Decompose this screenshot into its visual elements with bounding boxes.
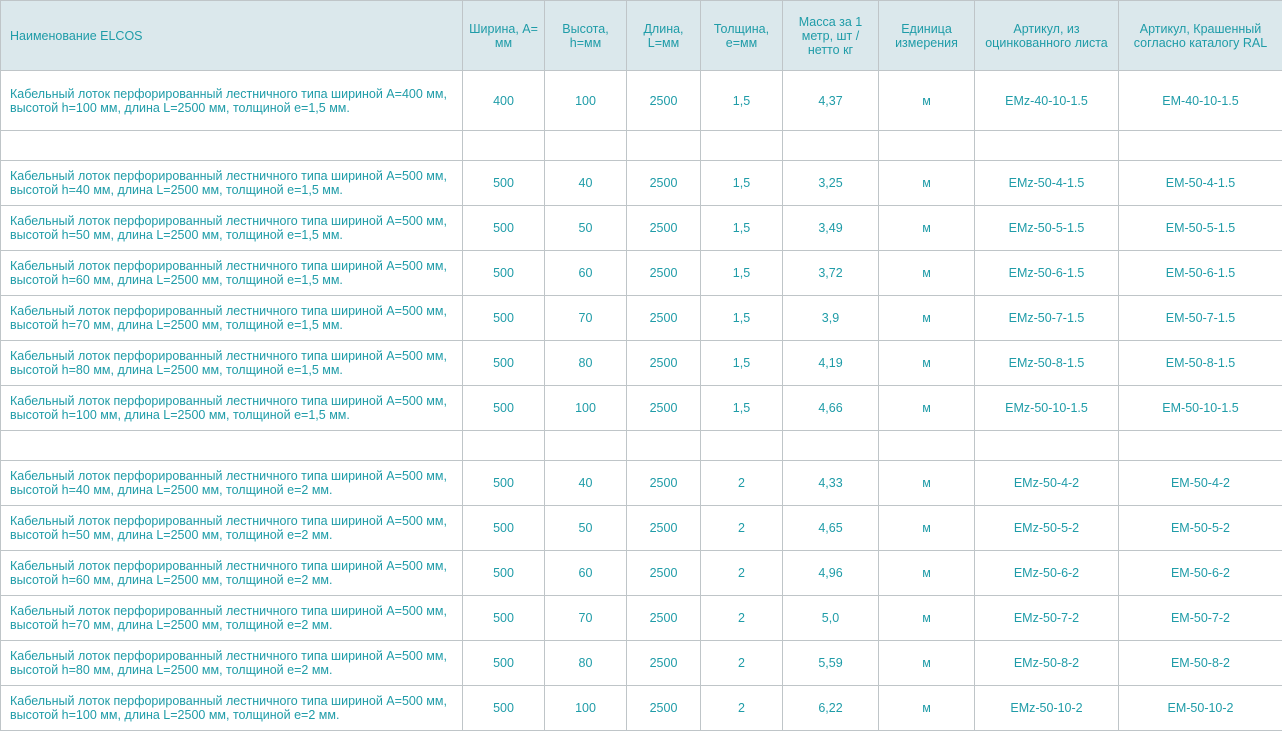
spacer-cell <box>783 431 879 461</box>
cell-width: 500 <box>463 461 545 506</box>
cell-thickness: 1,5 <box>701 206 783 251</box>
header-length: Длина, L=мм <box>627 1 701 71</box>
cell-height: 50 <box>545 206 627 251</box>
cell-article-ral: EM-50-6-1.5 <box>1119 251 1282 296</box>
cell-article-galvanized: EMz-50-7-2 <box>975 596 1119 641</box>
cell-article-ral: EM-50-6-2 <box>1119 551 1282 596</box>
cell-name: Кабельный лоток перфорированный лестничного типа шириной А=500 мм, высотой h=40 мм, длина L=2500 мм, толщиной е=1,5 мм. <box>1 161 463 206</box>
cell-length: 2500 <box>627 686 701 731</box>
spacer-cell <box>1 131 463 161</box>
table-row <box>1 251 1282 296</box>
cell-height: 80 <box>545 641 627 686</box>
cell-width: 500 <box>463 641 545 686</box>
cell-thickness: 2 <box>701 641 783 686</box>
cell-width: 500 <box>463 341 545 386</box>
cell-mass: 4,96 <box>783 551 879 596</box>
cell-height: 70 <box>545 296 627 341</box>
cell-name: Кабельный лоток перфорированный лестничного типа шириной А=500 мм, высотой h=100 мм, длина L=2500 мм, толщиной е=2 мм. <box>1 686 463 731</box>
cell-mass: 3,49 <box>783 206 879 251</box>
cell-mass: 3,9 <box>783 296 879 341</box>
cell-article-ral: EM-50-10-1.5 <box>1119 386 1282 431</box>
cell-thickness: 2 <box>701 506 783 551</box>
cell-width: 500 <box>463 251 545 296</box>
cell-length: 2500 <box>627 641 701 686</box>
spacer-cell <box>701 131 783 161</box>
spacer-cell <box>463 131 545 161</box>
spacer-cell <box>627 431 701 461</box>
table-row <box>1 551 1282 596</box>
cell-height: 100 <box>545 71 627 131</box>
cell-mass: 5,0 <box>783 596 879 641</box>
cell-height: 50 <box>545 506 627 551</box>
cell-name: Кабельный лоток перфорированный лестничного типа шириной А=500 мм, высотой h=80 мм, длина L=2500 мм, толщиной е=1,5 мм. <box>1 341 463 386</box>
spacer-cell <box>545 431 627 461</box>
cell-article-galvanized: EMz-50-10-1.5 <box>975 386 1119 431</box>
cell-mass: 4,65 <box>783 506 879 551</box>
spacer-cell <box>783 131 879 161</box>
cell-width: 500 <box>463 386 545 431</box>
cell-length: 2500 <box>627 341 701 386</box>
cell-length: 2500 <box>627 251 701 296</box>
cell-unit: м <box>879 641 975 686</box>
spacer-cell <box>975 431 1119 461</box>
cell-length: 2500 <box>627 206 701 251</box>
table-row <box>1 641 1282 686</box>
header-mass: Масса за 1 метр, шт / нетто кг <box>783 1 879 71</box>
cell-unit: м <box>879 596 975 641</box>
spacer-cell <box>1119 131 1282 161</box>
cell-height: 40 <box>545 161 627 206</box>
spacer-cell <box>1 431 463 461</box>
cell-height: 60 <box>545 251 627 296</box>
cell-length: 2500 <box>627 386 701 431</box>
cell-name: Кабельный лоток перфорированный лестничного типа шириной А=500 мм, высотой h=100 мм, длина L=2500 мм, толщиной е=1,5 мм. <box>1 386 463 431</box>
table-row <box>1 296 1282 341</box>
cell-article-ral: EM-50-4-1.5 <box>1119 161 1282 206</box>
table-row <box>1 206 1282 251</box>
cell-height: 70 <box>545 596 627 641</box>
cell-name: Кабельный лоток перфорированный лестничного типа шириной А=500 мм, высотой h=70 мм, длина L=2500 мм, толщиной е=2 мм. <box>1 596 463 641</box>
cell-article-ral: EM-50-7-2 <box>1119 596 1282 641</box>
cell-length: 2500 <box>627 596 701 641</box>
header-row <box>1 1 1282 71</box>
cell-thickness: 2 <box>701 596 783 641</box>
cell-thickness: 1,5 <box>701 341 783 386</box>
cell-length: 2500 <box>627 461 701 506</box>
cell-width: 400 <box>463 71 545 131</box>
cell-article-ral: EM-50-5-1.5 <box>1119 206 1282 251</box>
cell-name: Кабельный лоток перфорированный лестничного типа шириной А=500 мм, высотой h=70 мм, длина L=2500 мм, толщиной е=1,5 мм. <box>1 296 463 341</box>
cell-length: 2500 <box>627 551 701 596</box>
cell-name: Кабельный лоток перфорированный лестничного типа шириной А=500 мм, высотой h=60 мм, длина L=2500 мм, толщиной е=2 мм. <box>1 551 463 596</box>
cell-mass: 4,37 <box>783 71 879 131</box>
cell-article-galvanized: EMz-50-6-1.5 <box>975 251 1119 296</box>
cell-unit: м <box>879 506 975 551</box>
cell-name: Кабельный лоток перфорированный лестничного типа шириной А=500 мм, высотой h=80 мм, длина L=2500 мм, толщиной е=2 мм. <box>1 641 463 686</box>
cell-unit: м <box>879 386 975 431</box>
cell-unit: м <box>879 341 975 386</box>
cell-article-galvanized: EMz-50-8-2 <box>975 641 1119 686</box>
cell-article-ral: EM-50-5-2 <box>1119 506 1282 551</box>
cell-mass: 4,33 <box>783 461 879 506</box>
cell-height: 60 <box>545 551 627 596</box>
header-article-galvanized: Артикул, из оцинкованного листа <box>975 1 1119 71</box>
cell-unit: м <box>879 206 975 251</box>
header-height: Высота, h=мм <box>545 1 627 71</box>
table-row <box>1 506 1282 551</box>
cell-mass: 4,19 <box>783 341 879 386</box>
header-name: Наименование ELCOS <box>1 1 463 71</box>
spacer-cell <box>879 131 975 161</box>
cell-width: 500 <box>463 551 545 596</box>
table-row <box>1 161 1282 206</box>
cell-length: 2500 <box>627 296 701 341</box>
spacer-cell <box>975 131 1119 161</box>
cell-unit: м <box>879 251 975 296</box>
cell-article-galvanized: EMz-50-5-2 <box>975 506 1119 551</box>
cell-height: 100 <box>545 386 627 431</box>
cell-article-galvanized: EMz-50-7-1.5 <box>975 296 1119 341</box>
cell-length: 2500 <box>627 71 701 131</box>
cell-name: Кабельный лоток перфорированный лестничного типа шириной А=500 мм, высотой h=50 мм, длина L=2500 мм, толщиной е=2 мм. <box>1 506 463 551</box>
cell-unit: м <box>879 161 975 206</box>
cell-width: 500 <box>463 686 545 731</box>
cell-article-galvanized: EMz-50-5-1.5 <box>975 206 1119 251</box>
cell-unit: м <box>879 296 975 341</box>
table-row <box>1 341 1282 386</box>
cell-thickness: 2 <box>701 461 783 506</box>
cell-mass: 5,59 <box>783 641 879 686</box>
cell-article-galvanized: EMz-50-6-2 <box>975 551 1119 596</box>
spacer-cell <box>463 431 545 461</box>
cell-height: 80 <box>545 341 627 386</box>
cell-name: Кабельный лоток перфорированный лестничного типа шириной А=400 мм, высотой h=100 мм, длина L=2500 мм, толщиной е=1,5 мм. <box>1 71 463 131</box>
table-row <box>1 461 1282 506</box>
cell-article-ral: EM-50-8-1.5 <box>1119 341 1282 386</box>
table-row <box>1 596 1282 641</box>
cell-unit: м <box>879 686 975 731</box>
cell-article-galvanized: EMz-50-4-2 <box>975 461 1119 506</box>
spacer-cell <box>1119 431 1282 461</box>
cell-length: 2500 <box>627 506 701 551</box>
cell-thickness: 1,5 <box>701 251 783 296</box>
cell-article-galvanized: EMz-50-8-1.5 <box>975 341 1119 386</box>
cell-height: 40 <box>545 461 627 506</box>
cell-mass: 3,72 <box>783 251 879 296</box>
cell-width: 500 <box>463 596 545 641</box>
cell-article-ral: EM-50-4-2 <box>1119 461 1282 506</box>
cell-article-galvanized: EMz-50-4-1.5 <box>975 161 1119 206</box>
header-unit: Единица измерения <box>879 1 975 71</box>
spacer-cell <box>879 431 975 461</box>
cell-width: 500 <box>463 161 545 206</box>
table-row <box>1 386 1282 431</box>
header-thickness: Толщина, е=мм <box>701 1 783 71</box>
spacer-cell <box>545 131 627 161</box>
cell-article-galvanized: EMz-40-10-1.5 <box>975 71 1119 131</box>
table-row <box>1 686 1282 731</box>
cell-length: 2500 <box>627 161 701 206</box>
cell-article-ral: EM-50-8-2 <box>1119 641 1282 686</box>
cell-article-galvanized: EMz-50-10-2 <box>975 686 1119 731</box>
cell-thickness: 1,5 <box>701 161 783 206</box>
cell-name: Кабельный лоток перфорированный лестничного типа шириной А=500 мм, высотой h=40 мм, длина L=2500 мм, толщиной е=2 мм. <box>1 461 463 506</box>
cell-article-ral: EM-50-10-2 <box>1119 686 1282 731</box>
cell-unit: м <box>879 461 975 506</box>
spacer-cell <box>701 431 783 461</box>
table-row <box>1 71 1282 131</box>
cell-thickness: 2 <box>701 686 783 731</box>
spacer-row <box>1 131 1282 161</box>
cell-name: Кабельный лоток перфорированный лестничного типа шириной А=500 мм, высотой h=50 мм, длина L=2500 мм, толщиной е=1,5 мм. <box>1 206 463 251</box>
spacer-row <box>1 431 1282 461</box>
cell-article-ral: EM-40-10-1.5 <box>1119 71 1282 131</box>
cell-name: Кабельный лоток перфорированный лестничного типа шириной А=500 мм, высотой h=60 мм, длина L=2500 мм, толщиной е=1,5 мм. <box>1 251 463 296</box>
header-article-ral: Артикул, Крашенный согласно каталогу RAL <box>1119 1 1282 71</box>
cell-unit: м <box>879 71 975 131</box>
cell-thickness: 1,5 <box>701 71 783 131</box>
spacer-cell <box>627 131 701 161</box>
cell-mass: 4,66 <box>783 386 879 431</box>
cell-width: 500 <box>463 206 545 251</box>
header-width: Ширина, А= мм <box>463 1 545 71</box>
cell-width: 500 <box>463 506 545 551</box>
cell-height: 100 <box>545 686 627 731</box>
cell-thickness: 2 <box>701 551 783 596</box>
cell-thickness: 1,5 <box>701 386 783 431</box>
cell-mass: 6,22 <box>783 686 879 731</box>
cell-mass: 3,25 <box>783 161 879 206</box>
cell-thickness: 1,5 <box>701 296 783 341</box>
cell-width: 500 <box>463 296 545 341</box>
cell-unit: м <box>879 551 975 596</box>
cell-article-ral: EM-50-7-1.5 <box>1119 296 1282 341</box>
